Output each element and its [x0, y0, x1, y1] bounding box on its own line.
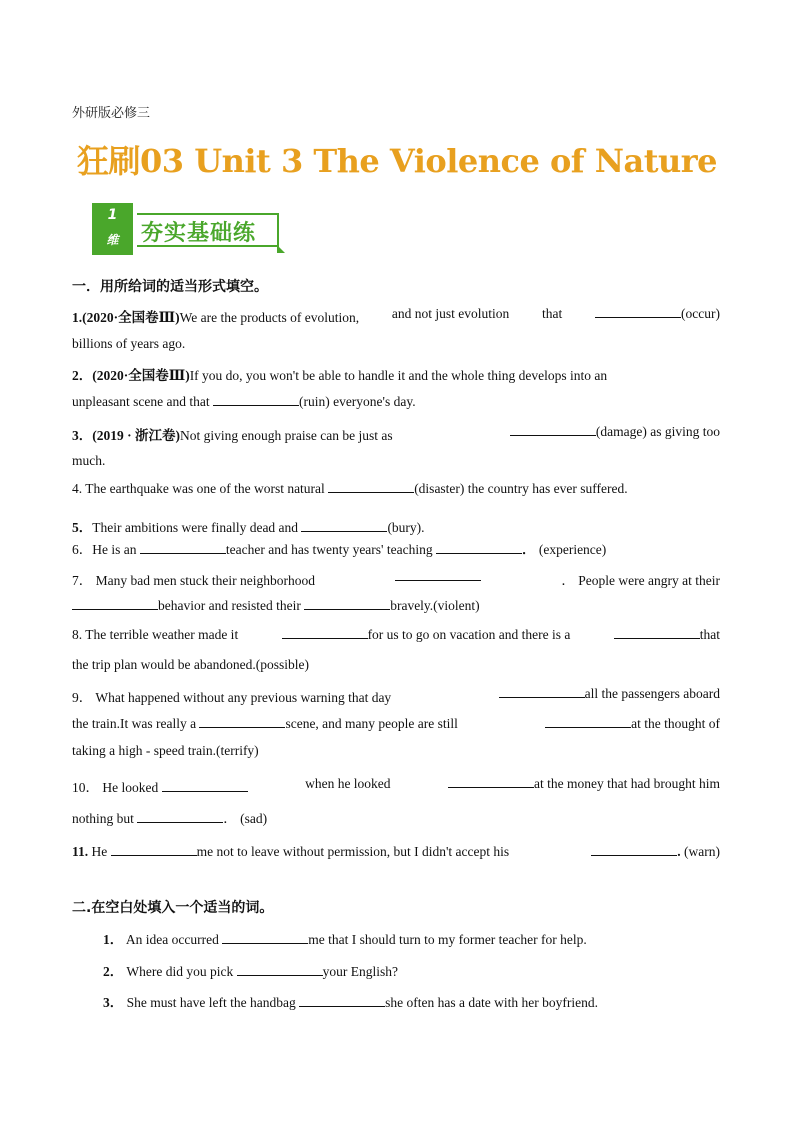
badge-label: 夯实基础练 [141, 221, 257, 246]
question-6: 6．He is an teacher and has twenty years' teaching ． (experience) [72, 542, 607, 557]
question-2-line-2: unpleasant scene and that (ruin) everyone's day. [72, 394, 416, 409]
answer-blank[interactable] [595, 306, 681, 318]
question-8-line-2: the trip plan would be abandoned.(possible) [72, 657, 309, 672]
answer-blank[interactable] [72, 598, 158, 610]
answer-blank[interactable] [282, 627, 368, 639]
answer-blank[interactable] [436, 542, 522, 554]
question-2-line-1: 2．(2020·全国卷Ⅲ)If you do, you won't be able to handle it and the whole thing develops into an [72, 368, 608, 383]
question-10-line-2: nothing but ． (sad) [72, 811, 268, 826]
question-11: 11. He me not to leave without permission, but I didn't accept his . (warn) [72, 844, 720, 859]
question-7-line-2: behavior and resisted their bravely.(violent) [72, 598, 720, 614]
question-7-line-1: 7． Many bad men stuck their neighborhood ． People were angry at their [72, 569, 720, 589]
question-1-line-1: 1.(2020·全国卷Ⅲ)We are the products of evolution, and not just evolution that (occur) [72, 306, 720, 325]
badge-number: 1 [107, 207, 118, 223]
question-10-line-1: 10． He looked when he looked at the money that had brought him [72, 776, 720, 795]
question-9-line-3: taking a high - speed train.(terrify) [72, 743, 259, 758]
answer-blank[interactable] [162, 780, 248, 792]
answer-blank[interactable] [614, 627, 700, 639]
badge-label-box [137, 213, 279, 247]
badge-level [92, 203, 133, 255]
answer-blank[interactable] [137, 811, 223, 823]
question-1-line-2: billions of years ago. [72, 336, 186, 351]
badge-dimension: 维 [106, 233, 119, 247]
badge-corner-shape [277, 245, 285, 253]
answer-blank[interactable] [395, 569, 481, 581]
question-4: 4. The earthquake was one of the worst natural (disaster) the country has ever suffered. [72, 481, 628, 496]
page-title: 狂刷03 Unit 3 The Violence of Nature [77, 142, 717, 180]
answer-blank[interactable] [328, 481, 414, 493]
answer-blank[interactable] [499, 686, 585, 698]
answer-blank[interactable] [591, 844, 677, 856]
question-9-line-1: 9． What happened without any previous warning that day all the passengers aboard [72, 686, 720, 705]
answer-blank[interactable] [140, 542, 226, 554]
answer-blank[interactable] [199, 716, 285, 728]
answer-blank[interactable] [213, 394, 299, 406]
fill-question-3: 3． She must have left the handbag she often has a date with her boyfriend. [103, 995, 599, 1010]
answer-blank[interactable] [448, 776, 534, 788]
answer-blank[interactable] [304, 598, 390, 610]
answer-blank[interactable] [545, 716, 631, 728]
answer-blank[interactable] [111, 844, 197, 856]
section-2-heading: 二.在空白处填入一个适当的词。 [72, 900, 274, 916]
answer-blank[interactable] [237, 964, 323, 976]
fill-question-2: 2． Where did you pick your English? [103, 964, 398, 979]
question-5: 5．Their ambitions were finally dead and (bury). [72, 520, 425, 535]
question-3-line-2: much. [72, 453, 106, 468]
answer-blank[interactable] [222, 932, 308, 944]
question-3-line-1: 3．(2019 · 浙江卷)Not giving enough praise can be just as (damage) as giving too [72, 424, 720, 443]
answer-blank[interactable] [299, 995, 385, 1007]
answer-blank[interactable] [510, 424, 596, 436]
fill-question-1: 1． An idea occurred me that I should turn to my former teacher for help. [103, 932, 587, 947]
answer-blank[interactable] [301, 520, 387, 532]
section-badge [92, 203, 286, 255]
question-9-line-2: the train.It was really a scene, and many people are still at the thought of [72, 716, 720, 731]
question-8-line-1: 8. The terrible weather made it for us to go on vacation and there is a that [72, 627, 720, 642]
textbook-series: 外研版必修三 [72, 106, 151, 121]
section-1-heading: 一．用所给词的适当形式填空。 [72, 279, 268, 295]
